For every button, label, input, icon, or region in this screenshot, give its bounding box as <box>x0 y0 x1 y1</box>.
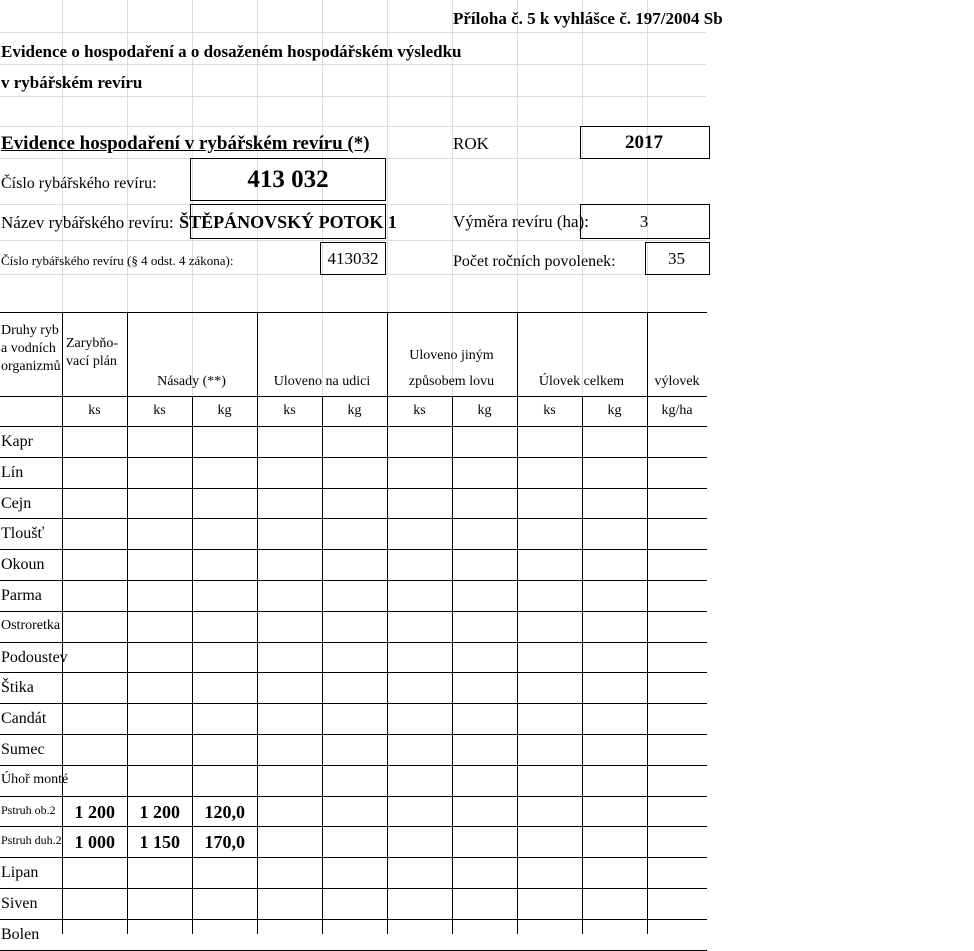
header-yield: výlovek <box>654 374 700 389</box>
revir-name-value[interactable]: ŠTĚPÁNOVSKÝ POTOK 1 <box>179 211 397 232</box>
cell-plan[interactable]: 1 000 <box>74 832 115 853</box>
header-caught-rod: Uloveno na udici <box>273 374 371 389</box>
unit-label: ks <box>153 403 166 418</box>
title-line-2: v rybářském revíru <box>1 73 143 92</box>
section-title: Evidence hospodaření v rybářském revíru (*) <box>1 133 370 154</box>
row-border <box>0 611 707 612</box>
row-border <box>0 950 707 951</box>
species-label: Candát <box>1 710 47 728</box>
unit-label: ks <box>413 403 426 418</box>
header-stocking-plan: Zarybňo-vací plán <box>66 336 119 370</box>
column-border <box>192 396 193 934</box>
species-label: Siven <box>1 895 38 912</box>
cell-ks[interactable]: 1 200 <box>139 801 180 822</box>
unit-label: kg <box>607 403 622 418</box>
header-stocking: Násady (**) <box>157 374 226 389</box>
species-label: Štika <box>1 679 34 697</box>
grid-row-line <box>0 64 706 65</box>
column-border <box>127 312 128 934</box>
species-label: Lipan <box>1 864 39 882</box>
species-label: Bolen <box>1 925 40 943</box>
row-border <box>0 549 707 550</box>
revir-number-value[interactable]: 413 032 <box>247 166 329 193</box>
column-border <box>517 312 518 934</box>
header-border <box>0 426 707 427</box>
year-label: ROK <box>453 134 489 153</box>
cell-ks[interactable]: 1 150 <box>139 832 180 853</box>
species-label: Kapr <box>1 433 33 450</box>
header-caught-other-2: způsobem lovu <box>408 374 495 389</box>
species-label: Parma <box>1 587 42 604</box>
unit-label: kg <box>477 403 492 418</box>
unit-label: ks <box>88 403 101 418</box>
species-label: Cejn <box>1 494 32 512</box>
sheet-bottom-edge <box>0 934 706 940</box>
row-border <box>0 765 707 766</box>
column-border <box>62 312 63 934</box>
unit-label: kg <box>347 403 362 418</box>
column-border <box>647 312 648 934</box>
header-border <box>0 396 707 397</box>
row-border <box>0 857 707 858</box>
revir-number-law-label: Číslo rybářského revíru (§ 4 odst. 4 zákona): <box>1 253 234 268</box>
species-label: Okoun <box>1 556 45 574</box>
species-label: Ostroretka <box>1 617 61 633</box>
unit-label: ks <box>543 403 556 418</box>
species-label: Pstruh duh.2 <box>1 833 62 848</box>
header-catch-total: Úlovek celkem <box>538 374 625 389</box>
cell-kg[interactable]: 170,0 <box>204 832 245 853</box>
grid-row-line <box>0 96 706 97</box>
row-border <box>0 672 707 673</box>
title-line-1: Evidence o hospodaření a o dosaženém hospodářském výsledku <box>1 42 462 61</box>
column-border <box>582 396 583 934</box>
permits-value[interactable]: 35 <box>668 249 685 268</box>
row-border <box>0 518 707 519</box>
annex-title: Příloha č. 5 k vyhlášce č. 197/2004 Sb <box>453 9 723 28</box>
row-border <box>0 488 707 489</box>
permits-label: Počet ročních povolenek: <box>453 253 616 270</box>
row-border <box>0 826 707 827</box>
species-label: Pstruh ob.2 <box>1 802 56 817</box>
species-label: Úhoř monté <box>1 771 69 787</box>
grid-row-line <box>0 240 706 241</box>
area-value[interactable]: 3 <box>639 212 649 231</box>
row-border <box>0 457 707 458</box>
row-border <box>0 642 707 643</box>
species-label: Sumec <box>1 741 45 758</box>
row-border <box>0 703 707 704</box>
revir-number-law-value[interactable]: 413032 <box>327 249 379 268</box>
row-border <box>0 888 707 889</box>
header-caught-other-1: Uloveno jiným <box>409 348 494 363</box>
row-border <box>0 919 707 920</box>
row-border <box>0 796 707 797</box>
unit-label: ks <box>283 403 296 418</box>
species-label: Lín <box>1 463 24 481</box>
column-border <box>387 312 388 934</box>
cell-kg[interactable]: 120,0 <box>204 801 245 822</box>
header-border <box>0 312 707 313</box>
column-border <box>452 396 453 934</box>
species-label: Tloušť <box>1 525 45 543</box>
species-label: Podoustev <box>1 648 68 666</box>
header-species: Druhy ryb a vodních organizmů <box>1 323 61 375</box>
revir-name-label: Název rybářského revíru: <box>1 213 174 232</box>
year-value[interactable]: 2017 <box>625 132 663 153</box>
column-border <box>322 396 323 934</box>
area-label: Výměra revíru (ha): <box>453 212 589 231</box>
unit-label: kg/ha <box>661 403 693 418</box>
row-border <box>0 580 707 581</box>
grid-row-line <box>0 32 706 33</box>
column-border <box>257 312 258 934</box>
row-border <box>0 734 707 735</box>
revir-number-label: Číslo rybářského revíru: <box>1 175 157 192</box>
unit-label: kg <box>217 403 232 418</box>
cell-plan[interactable]: 1 200 <box>74 801 115 822</box>
